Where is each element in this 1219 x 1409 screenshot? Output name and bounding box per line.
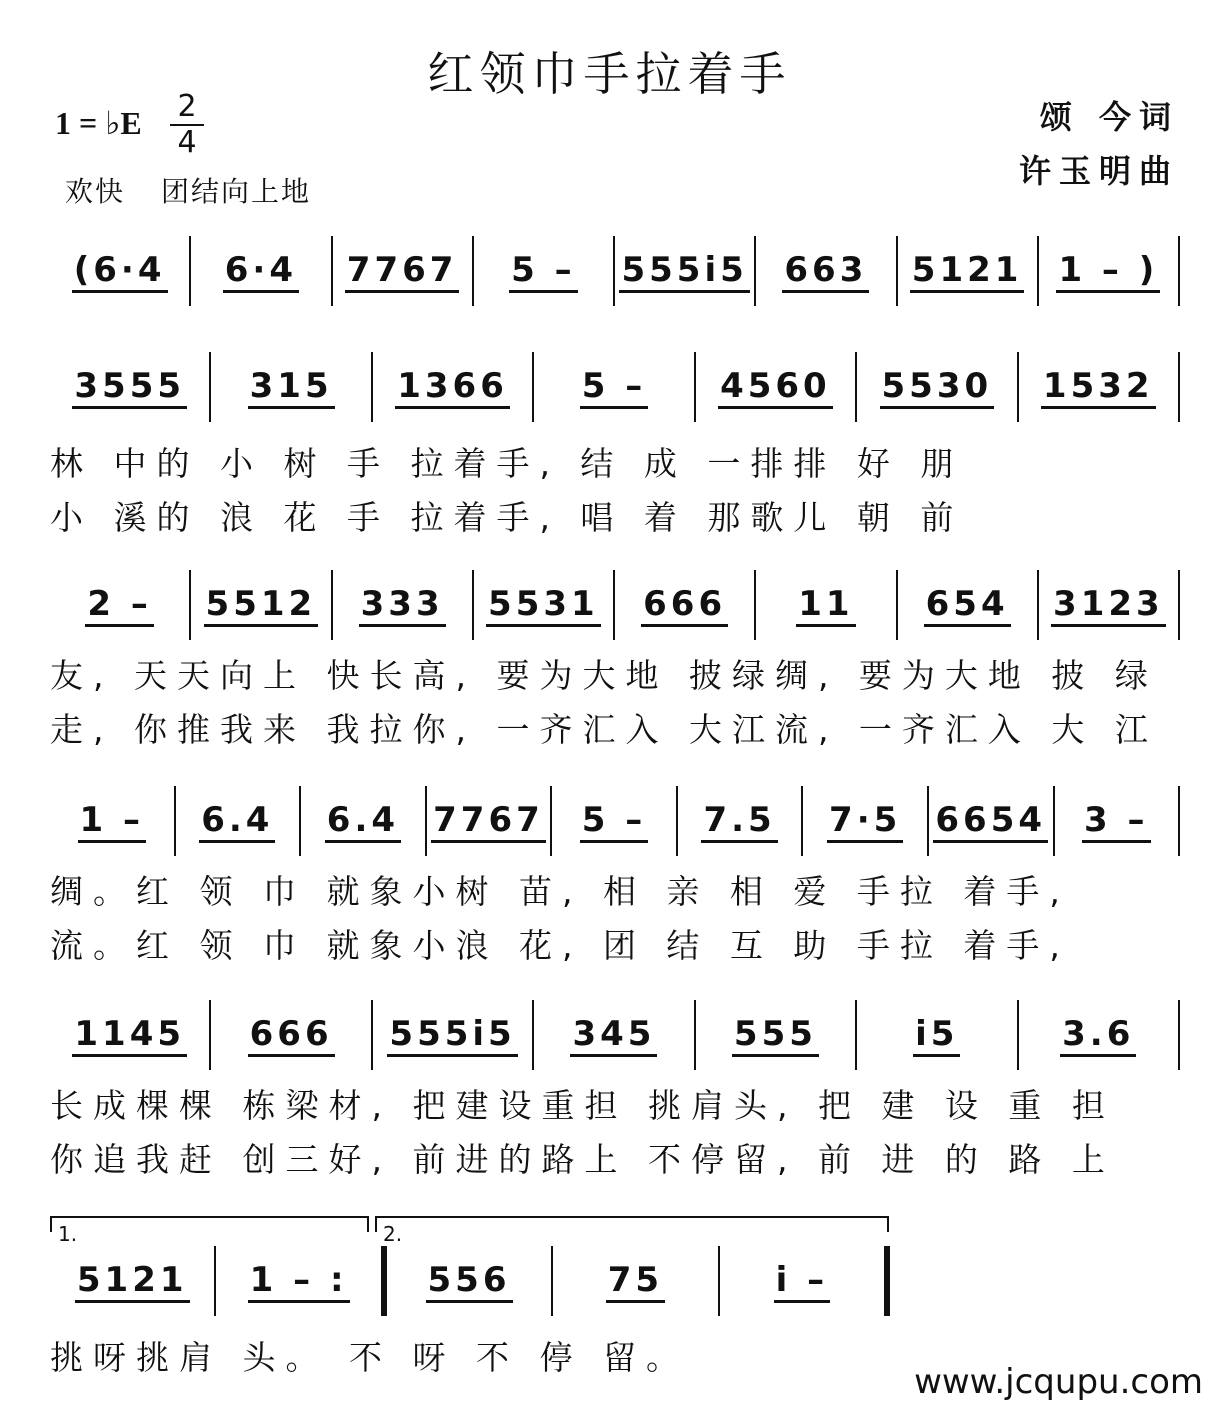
measure-notes: 1145 (72, 1014, 187, 1057)
measure-notes: i – (774, 1260, 831, 1303)
bar-line (1178, 236, 1180, 306)
footer-url: www.jcqupu.com (914, 1362, 1203, 1402)
measure (720, 1246, 884, 1316)
measure (1039, 236, 1178, 306)
measure (1019, 1000, 1178, 1070)
measure (756, 236, 895, 306)
measure-notes: 6.4 (325, 800, 401, 843)
measure-notes: 333 (359, 584, 446, 627)
measure (696, 352, 855, 422)
measure-notes: 1366 (395, 366, 510, 409)
measure (474, 570, 613, 640)
score-line (50, 570, 1180, 749)
measure-row (50, 352, 1180, 422)
measure-notes: 2 – (85, 584, 154, 627)
score-line (50, 1246, 890, 1377)
measure (1039, 570, 1178, 640)
measure-notes: 7·5 (827, 800, 903, 843)
measure-notes: 5121 (75, 1260, 190, 1303)
measure-notes: 1 – (78, 800, 147, 843)
measure-row (50, 236, 1180, 306)
lyric-line: 小 溪的 浪 花 手 拉着手, 唱 着 那歌儿 朝 前 (50, 498, 964, 537)
measure-notes: 663 (782, 250, 869, 293)
measure (898, 570, 1037, 640)
tempo-mood: 欢快 (65, 175, 126, 208)
tempo-style: 团结向上地 (161, 175, 312, 208)
measure (50, 1246, 214, 1316)
lyric-line: 友, 天天向上 快长高, 要为大地 披绿绸, 要为大地 披 绿 (50, 656, 1158, 695)
lyric-line: 挑呀挑肩 头。 不 呀 不 停 留。 (50, 1338, 689, 1377)
lyric-line: 长成棵棵 栋梁材, 把建设重担 挑肩头, 把 建 设 重 担 (50, 1086, 1115, 1125)
bar-line (1178, 786, 1180, 856)
volta-bracket (50, 1216, 369, 1246)
measure (301, 786, 425, 856)
measure-notes: 1 – ) (1056, 250, 1160, 293)
measure-notes: 666 (641, 584, 728, 627)
measure-row (50, 1246, 890, 1316)
measure (678, 786, 802, 856)
measure (50, 236, 189, 306)
measure (333, 570, 472, 640)
time-signature (170, 89, 204, 160)
measure (857, 1000, 1016, 1070)
measure-notes: (6·4 (72, 250, 168, 293)
measure-notes: 5 – (509, 250, 578, 293)
measure-notes: 345 (570, 1014, 657, 1057)
measure (1019, 352, 1178, 422)
lyricist-credit: 颂 今词 (1039, 98, 1179, 136)
measure-notes: 555 (732, 1014, 819, 1057)
lyric-line: 绸。红 领 巾 就象小树 苗, 相 亲 相 爱 手拉 着手, (50, 872, 1070, 911)
measure-notes: 1532 (1041, 366, 1156, 409)
measure (929, 786, 1053, 856)
measure-notes: 315 (248, 366, 335, 409)
measure (373, 352, 532, 422)
measure-row (50, 1000, 1180, 1070)
measure-notes: 7767 (345, 250, 460, 293)
measure (857, 352, 1016, 422)
measure-notes: 3123 (1051, 584, 1166, 627)
bar-line (1178, 1000, 1180, 1070)
lyric-line: 林 中的 小 树 手 拉着手, 结 成 一排排 好 朋 (50, 444, 964, 483)
score-line (50, 786, 1180, 965)
measure (615, 570, 754, 640)
measure-notes: 75 (606, 1260, 665, 1303)
measure (552, 786, 676, 856)
measure (474, 236, 613, 306)
measure (211, 352, 370, 422)
volta-bracket (375, 1216, 889, 1246)
song-title: 红领巾手拉着手 (427, 47, 792, 101)
measure (50, 786, 174, 856)
measure (1055, 786, 1179, 856)
measure-notes: 555i5 (387, 1014, 517, 1057)
measure (191, 236, 330, 306)
bar-line (1178, 352, 1180, 422)
measure-notes: 556 (426, 1260, 513, 1303)
measure-notes: 3555 (72, 366, 187, 409)
measure-row (50, 570, 1180, 640)
measure (615, 236, 754, 306)
measure (803, 786, 927, 856)
measure (216, 1246, 380, 1316)
lyric-line: 走, 你推我来 我拉你, 一齐汇入 大江流, 一齐汇入 大 江 (50, 710, 1158, 749)
measure (756, 570, 895, 640)
measure-notes: 555i5 (619, 250, 749, 293)
measure-notes: 5512 (204, 584, 319, 627)
measure-notes: 6.4 (199, 800, 275, 843)
measure-notes: 5531 (486, 584, 601, 627)
measure-notes: i5 (913, 1014, 960, 1057)
measure-notes: 666 (248, 1014, 335, 1057)
lyric-line: 你追我赶 创三好, 前进的路上 不停留, 前 进 的 路 上 (50, 1140, 1115, 1179)
lyric-line: 流。红 领 巾 就象小浪 花, 团 结 互 助 手拉 着手, (50, 926, 1070, 965)
composer-credit: 许玉明曲 (1018, 152, 1179, 190)
measure-notes: 6654 (933, 800, 1048, 843)
measure (534, 1000, 693, 1070)
measure (50, 570, 189, 640)
measure (50, 352, 209, 422)
measure (191, 570, 330, 640)
bar-line (884, 1246, 890, 1316)
measure-notes: 5 – (580, 800, 649, 843)
bar-line (1178, 570, 1180, 640)
volta-number: 1. (58, 1222, 78, 1246)
measure (373, 1000, 532, 1070)
time-signature-denominator: 4 (177, 125, 197, 160)
score-line (50, 1000, 1180, 1179)
measure (427, 786, 551, 856)
measure-notes: 3.6 (1060, 1014, 1136, 1057)
measure-row (50, 786, 1180, 856)
measure-notes: 7767 (431, 800, 546, 843)
measure (534, 352, 693, 422)
measure-notes: 6·4 (223, 250, 299, 293)
measure-notes: 5121 (910, 250, 1025, 293)
measure (696, 1000, 855, 1070)
time-signature-numerator: 2 (170, 92, 204, 126)
measure-notes: 3 – (1082, 800, 1151, 843)
score-line (50, 352, 1180, 537)
measure (211, 1000, 370, 1070)
key-signature: 1 = ♭E (55, 105, 142, 141)
measure-notes: 654 (924, 584, 1011, 627)
score-line (50, 236, 1180, 316)
tempo-marking (65, 170, 311, 210)
measure-notes: 4560 (718, 366, 833, 409)
volta-number: 2. (383, 1222, 403, 1246)
measure (50, 1000, 209, 1070)
measure-notes: 5530 (880, 366, 995, 409)
measure-notes: 5 – (580, 366, 649, 409)
measure-notes: 11 (796, 584, 855, 627)
measure (898, 236, 1037, 306)
measure (333, 236, 472, 306)
measure-notes: 1 – : (248, 1260, 350, 1303)
measure (176, 786, 300, 856)
measure-notes: 7.5 (701, 800, 777, 843)
measure (387, 1246, 551, 1316)
measure (553, 1246, 717, 1316)
